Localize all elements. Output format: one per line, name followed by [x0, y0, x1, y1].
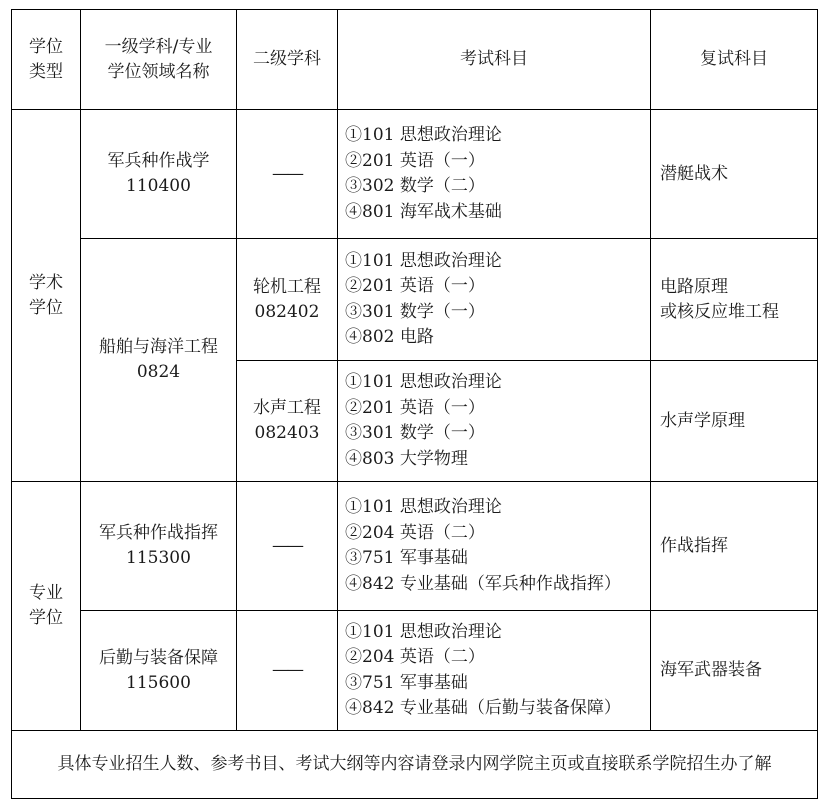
exam-subject-item: ③302 数学（二） [345, 176, 485, 196]
first-discipline-code: 115300 [126, 548, 191, 568]
first-discipline-name: 军兵种作战指挥 [99, 523, 218, 543]
exam-subjects-cell [338, 110, 651, 239]
exam-subject-item: ②204 英语（二） [345, 522, 485, 543]
degree-type-professional [12, 482, 81, 731]
header-first-discipline [81, 10, 237, 110]
degree-type-academic-line1: 学术 [29, 272, 63, 293]
first-discipline-cell [81, 239, 237, 482]
exam-subject-item: ④803 大学物理 [345, 448, 468, 469]
exam-subjects-cell [338, 611, 651, 731]
second-discipline-cell: —— [237, 110, 338, 239]
exam-subjects-cell [338, 361, 651, 482]
first-discipline-code: 115600 [126, 672, 191, 693]
degree-type-professional-line1: 专业 [29, 583, 63, 603]
footer-row [12, 731, 818, 799]
table-row [12, 239, 818, 361]
header-degree-type-line1: 学位 [29, 36, 63, 57]
first-discipline-name: 船舶与海洋工程 [99, 337, 218, 357]
exam-subject-item: ④802 电路 [345, 327, 434, 347]
second-discipline-cell [237, 239, 338, 361]
retest-subject-item: 电路原理 [660, 276, 728, 297]
exam-subject-item: ①101 思想政治理论 [345, 125, 502, 145]
exam-subject-item: ①101 思想政治理论 [345, 497, 502, 517]
retest-subjects-cell [651, 361, 818, 482]
header-retest-subjects: 复试科目 [651, 10, 818, 110]
exam-subject-item: ③301 数学（一） [345, 301, 485, 322]
exam-subject-item: ②201 英语（一） [345, 150, 485, 171]
exam-subject-item: ③301 数学（一） [345, 423, 485, 443]
exam-subjects-cell [338, 482, 651, 611]
header-degree-type [12, 10, 81, 110]
first-discipline-name: 后勤与装备保障 [99, 647, 218, 668]
table-row [12, 611, 818, 731]
exam-subject-item: ②204 英语（二） [345, 647, 485, 667]
table-row [12, 110, 818, 239]
exam-subject-item: ②201 英语（一） [345, 276, 485, 296]
degree-type-academic-line2: 学位 [29, 297, 63, 318]
header-second-discipline: 二级学科 [237, 10, 338, 110]
second-discipline-code: 082402 [254, 301, 320, 322]
header-first-discipline-line2: 学位领域名称 [107, 61, 210, 82]
retest-subjects-cell [651, 239, 818, 361]
footer-note: 具体专业招生人数、参考书目、考试大纲等内容请登录内网学院主页或直接联系学院招生办了解 [12, 731, 818, 799]
retest-subjects-cell [651, 110, 818, 239]
exam-subject-item: ③751 军事基础 [345, 672, 468, 693]
retest-subject-item: 作战指挥 [660, 535, 728, 556]
second-discipline-name: 水声工程 [253, 398, 321, 418]
first-discipline-cell [81, 611, 237, 731]
exam-subjects-table [11, 9, 818, 799]
degree-type-academic [12, 110, 81, 482]
second-discipline-name: 轮机工程 [253, 276, 321, 297]
exam-subject-item: ④842 专业基础（后勤与装备保障） [345, 698, 621, 718]
exam-subjects-cell [338, 239, 651, 361]
retest-subject-item: 水声学原理 [660, 410, 745, 431]
header-first-discipline-line1: 一级学科/专业 [104, 36, 213, 57]
exam-subject-item: ①101 思想政治理论 [345, 250, 502, 271]
second-discipline-code: 082403 [254, 423, 320, 443]
first-discipline-code: 110400 [126, 176, 191, 196]
exam-subject-item: ③751 军事基础 [345, 548, 468, 568]
header-row [12, 10, 818, 110]
exam-subject-item: ④842 专业基础（军兵种作战指挥） [345, 573, 621, 594]
retest-subject-item: 潜艇战术 [660, 163, 728, 184]
second-discipline-cell: —— [237, 611, 338, 731]
exam-subject-item: ②201 英语（一） [345, 397, 485, 418]
exam-subject-item: ①101 思想政治理论 [345, 372, 502, 392]
exam-subject-item: ④801 海军战术基础 [345, 201, 502, 222]
second-discipline-cell [237, 361, 338, 482]
retest-subjects-cell [651, 482, 818, 611]
first-discipline-cell [81, 482, 237, 611]
degree-type-professional-line2: 学位 [29, 608, 63, 628]
second-discipline-cell: —— [237, 482, 338, 611]
retest-subjects-cell [651, 611, 818, 731]
first-discipline-cell [81, 110, 237, 239]
retest-subject-item: 或核反应堆工程 [660, 301, 779, 322]
table-row [12, 482, 818, 611]
first-discipline-name: 军兵种作战学 [107, 151, 210, 171]
header-exam-subjects: 考试科目 [338, 10, 651, 110]
header-degree-type-line2: 类型 [29, 61, 63, 82]
exam-subject-item: ①101 思想政治理论 [345, 621, 502, 642]
retest-subject-item: 海军武器装备 [660, 660, 762, 680]
first-discipline-code: 0824 [136, 362, 181, 382]
